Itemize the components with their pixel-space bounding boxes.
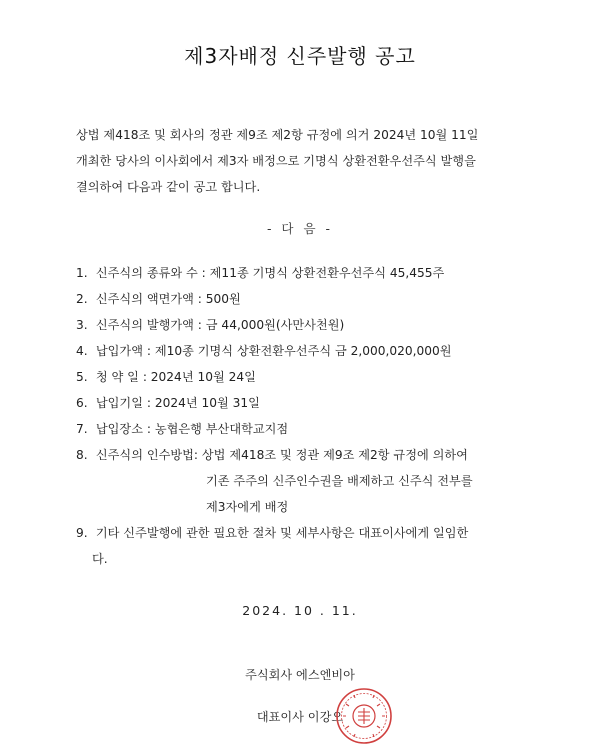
intro-paragraph xyxy=(76,122,546,200)
item-text: 신주식의 액면가액 : 500원 xyxy=(95,292,241,306)
item-continuation: 기존 주주의 신주인수권을 배제하고 신주식 전부를 xyxy=(206,474,473,488)
item-continuation: 다. xyxy=(92,552,108,566)
item-number: 6. xyxy=(76,396,88,410)
intro-line: 상법 제418조 및 회사의 정관 제9조 제2항 규정에 의거 2024년 10월 11일 xyxy=(76,128,479,142)
item-text: 청 약 일 : 2024년 10월 24일 xyxy=(95,370,256,384)
list-item xyxy=(76,368,256,385)
item-number: 3. xyxy=(76,318,88,332)
item-text: 신주식의 발행가액 : 금 44,000원(사만사천원) xyxy=(95,318,345,332)
page-title: 제3자배정 신주발행 공고 xyxy=(184,44,416,68)
item-text: 신주식의 인수방법: 상법 제418조 및 정관 제9조 제2항 규정에 의하여 xyxy=(95,448,468,462)
intro-line: 개최한 당사의 이사회에서 제3자 배정으로 기명식 상환전환우선주식 발행을 xyxy=(76,154,476,168)
item-number: 1. xyxy=(76,266,88,280)
item-text: 신주식의 종류와 수 : 제11종 기명식 상환전환우선주식 45,455주 xyxy=(95,266,445,280)
list-item xyxy=(76,420,288,437)
item-number: 8. xyxy=(76,448,88,462)
list-item xyxy=(76,394,260,411)
company-seal-icon xyxy=(334,686,394,746)
item-number: 4. xyxy=(76,344,88,358)
item-number: 7. xyxy=(76,422,88,436)
list-item xyxy=(76,342,452,359)
list-item xyxy=(76,316,344,333)
list-item xyxy=(76,524,468,541)
section-heading: - 다 음 - xyxy=(266,221,334,236)
item-continuation: 제3자에게 배정 xyxy=(206,500,289,514)
list-item xyxy=(76,264,444,281)
company-name: 주식회사 에스엔비아 xyxy=(245,668,355,682)
notice-date: 2024. 10 . 11. xyxy=(242,603,358,618)
list-item xyxy=(76,290,241,307)
item-number: 2. xyxy=(76,292,88,306)
item-number: 9. xyxy=(76,526,88,540)
intro-line: 결의하여 다음과 같이 공고 합니다. xyxy=(76,180,261,194)
item-number: 5. xyxy=(76,370,88,384)
item-text: 납입장소 : 농협은행 부산대학교지점 xyxy=(95,422,289,436)
item-text: 납입가액 : 제10종 기명식 상환전환우선주식 금 2,000,020,000원 xyxy=(95,344,452,358)
list-item xyxy=(76,446,468,463)
representative-name: 대표이사 이강오 xyxy=(256,710,344,724)
item-text: 납입기일 : 2024년 10월 31일 xyxy=(95,396,260,410)
item-text: 기타 신주발행에 관한 필요한 절차 및 세부사항은 대표이사에게 일임한 xyxy=(95,526,469,540)
